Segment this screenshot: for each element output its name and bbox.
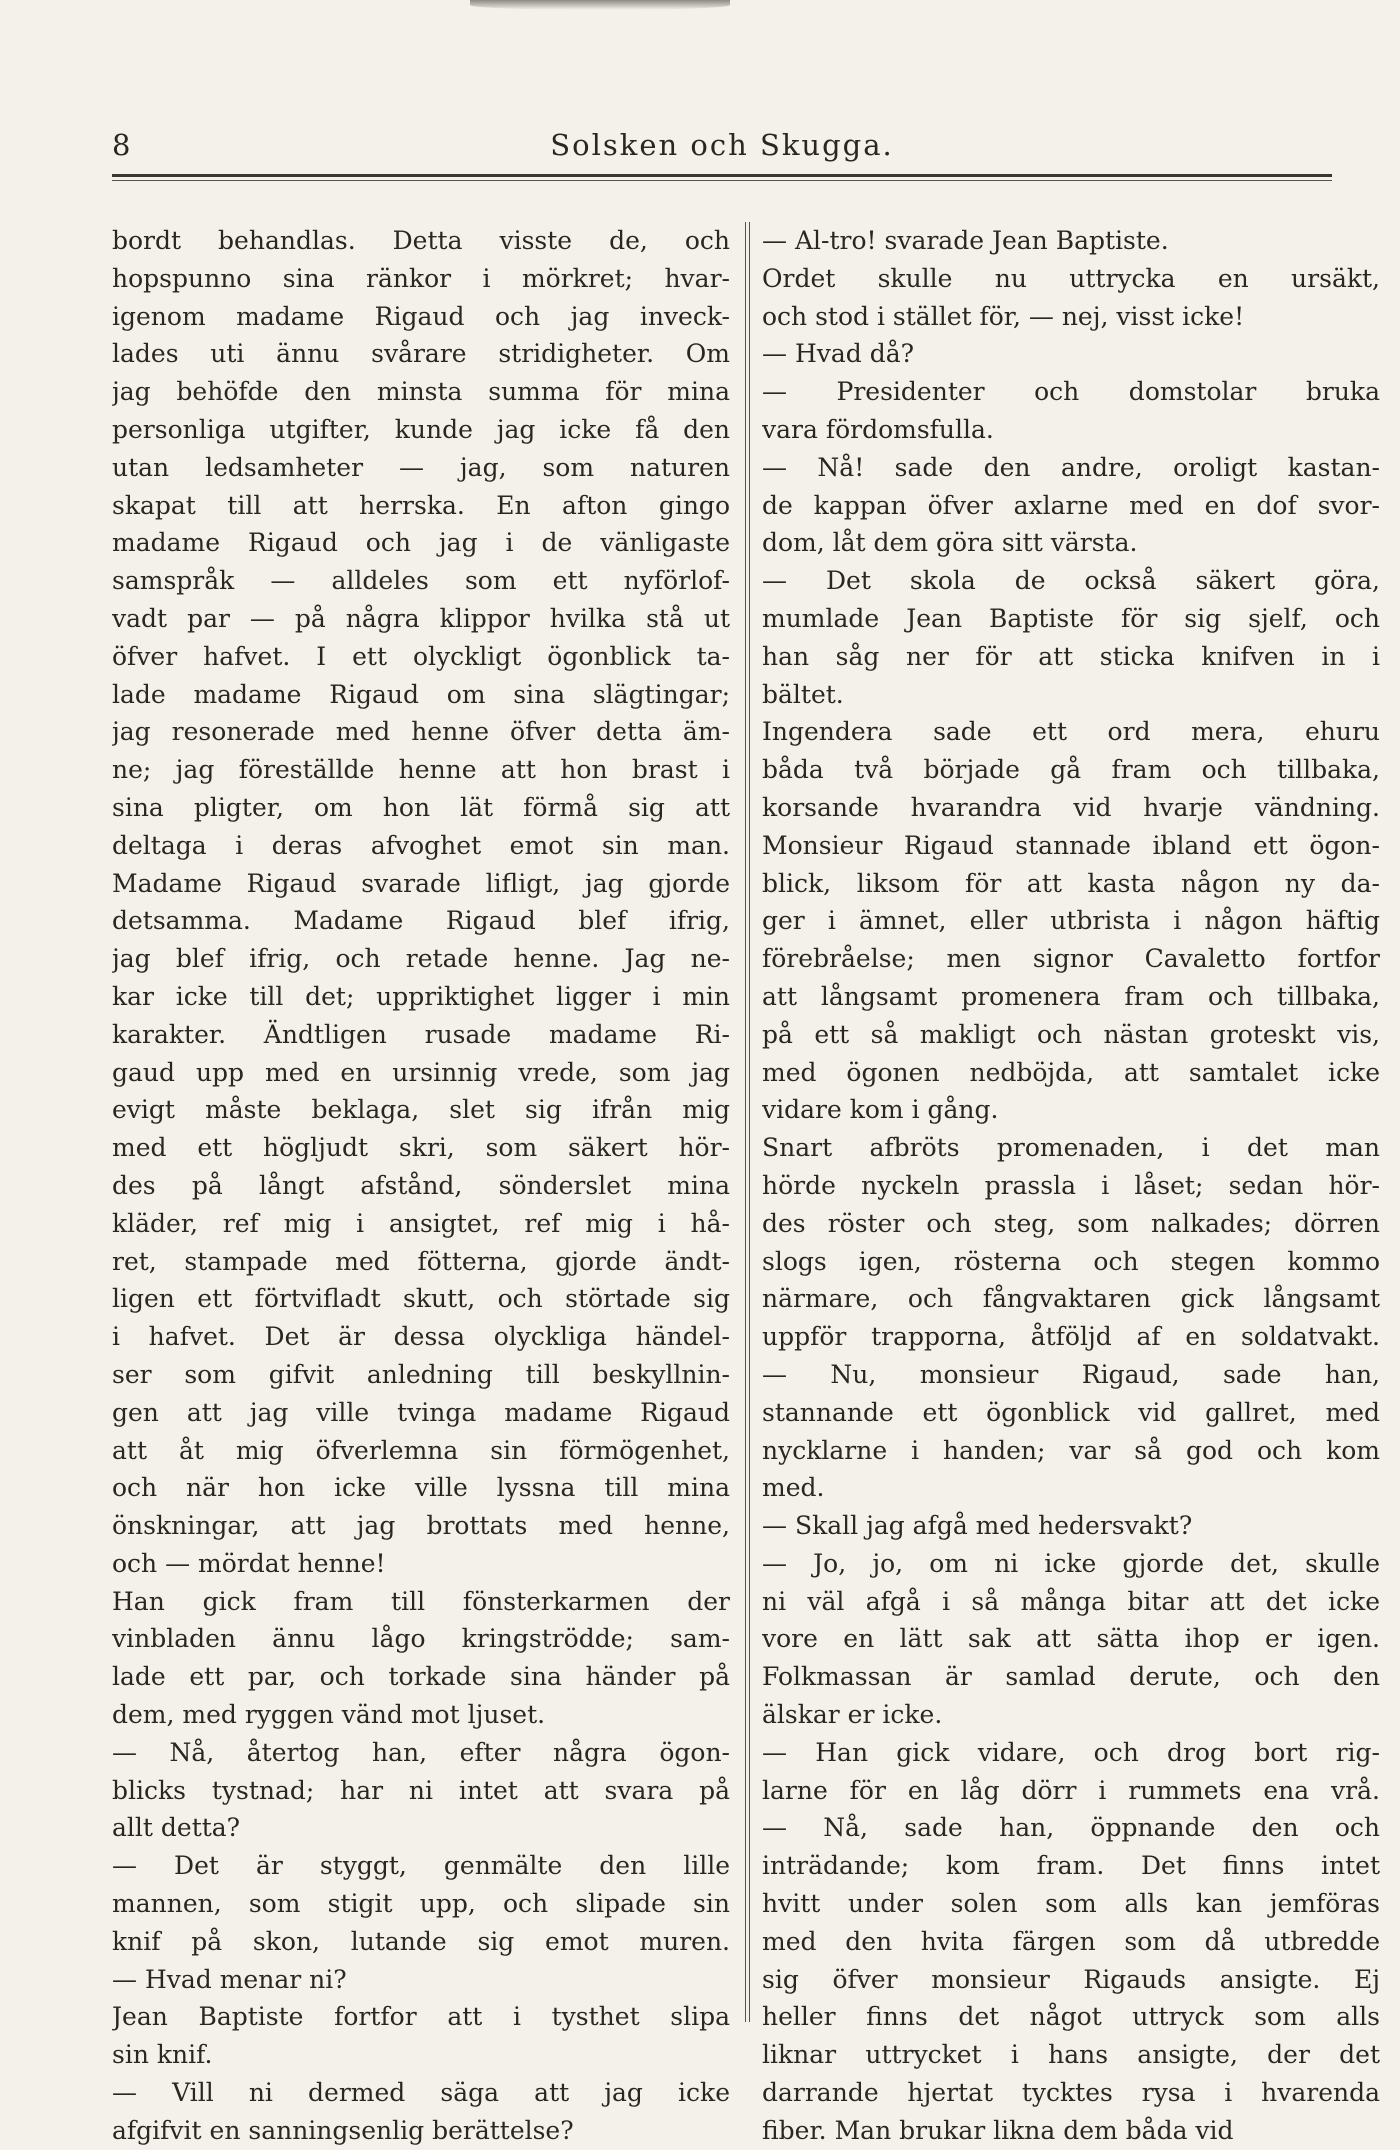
text-line: öfver hafvet. I ett olyckligt ögonblick ta- (112, 641, 730, 671)
text-line: i hafvet. Det är dessa olyckliga händel- (112, 1322, 730, 1352)
text-line: stannande ett ögonblick vid gallret, med (762, 1397, 1380, 1427)
text-line: med ögonen nedböjda, att samtalet icke (762, 1057, 1380, 1087)
text-line: ser som gifvit anledning till beskyllnin- (112, 1359, 730, 1389)
text-line: Ingendera sade ett ord mera, ehuru (762, 717, 1380, 747)
text-line: hvitt under solen som alls kan jemföras (762, 1889, 1380, 1919)
column-divider-second (749, 222, 750, 2022)
text-line: fiber. Man brukar likna dem båda vid (762, 2115, 1234, 2145)
text-line: — Vill ni dermed säga att jag icke (112, 2078, 730, 2108)
text-line: blick, liksom för att kasta någon ny da- (762, 868, 1380, 898)
text-line: — Skall jag afgå med hedersvakt? (762, 1511, 1193, 1541)
text-line: gaud upp med en ursinnig vrede, som jag (112, 1057, 730, 1087)
text-line: samspråk — alldeles som ett nyförlof- (112, 566, 730, 596)
header-rule-thin (112, 180, 1332, 181)
text-line: deltaga i deras afvoghet emot sin man. (112, 830, 730, 860)
text-line: Ordet skulle nu uttrycka en ursäkt, (762, 263, 1380, 293)
text-line: slogs igen, rösterna och stegen kommo (762, 1246, 1380, 1276)
left-column (112, 222, 730, 2150)
text-line: lade ett par, och torkade sina händer på (112, 1662, 730, 1692)
text-line: och — mördat henne! (112, 1548, 386, 1578)
text-line: — Nå, sade han, öppnande den och (762, 1813, 1380, 1843)
text-line: vore en lätt sak att sätta ihop er igen. (762, 1624, 1380, 1654)
text-line: des på långt afstånd, sönderslet mina (112, 1170, 730, 1200)
running-title: Solsken och Skugga. (550, 128, 894, 162)
page-number: 8 (112, 128, 131, 162)
text-line: ligen ett förtvifladt skutt, och störtade sig (112, 1284, 730, 1314)
text-line: personliga utgifter, kunde jag icke få den (112, 414, 730, 444)
text-line: blicks tystnad; har ni intet att svara på (112, 1775, 730, 1805)
text-line: lades uti ännu svårare stridigheter. Om (112, 339, 730, 369)
text-line: vinbladen ännu lågo kringströdde; sam- (112, 1624, 730, 1654)
text-line: ni väl afgå i så många bitar att det icke (762, 1586, 1380, 1616)
text-line: heller finns det något uttryck som alls (762, 2002, 1380, 2032)
text-line: — Det är styggt, genmälte den lille (112, 1851, 730, 1881)
text-line: — Nå, återtog han, efter några ögon- (112, 1737, 730, 1767)
text-line: larne för en låg dörr i rummets ena vrå. (762, 1775, 1380, 1805)
text-line: hörde nyckeln prassla i låset; sedan hör- (762, 1170, 1380, 1200)
page-header (112, 122, 1332, 170)
text-line: och stod i stället för, — nej, visst icke! (762, 301, 1245, 331)
text-line: allt detta? (112, 1813, 241, 1843)
text-line: — Nu, monsieur Rigaud, sade han, (762, 1359, 1380, 1389)
text-line: vara fördomsfulla. (762, 414, 994, 444)
text-line: med ett högljudt skri, som säkert hör- (112, 1133, 730, 1163)
text-line: jag behöfde den minsta summa för mina (112, 377, 730, 407)
text-line: de kappan öfver axlarne med en dof svor- (762, 490, 1380, 520)
right-column (762, 222, 1380, 2150)
text-line: detsamma. Madame Rigaud blef ifrig, (112, 906, 730, 936)
column-divider (745, 222, 746, 2022)
text-line: utan ledsamheter — jag, som naturen (112, 452, 730, 482)
text-line: korsande hvarandra vid hvarje vändning. (762, 792, 1380, 822)
text-line: igenom madame Rigaud och jag inveck- (112, 301, 730, 331)
text-line: des röster och steg, som nalkades; dörren (762, 1208, 1380, 1238)
text-line: på ett så makligt och nästan groteskt vis, (762, 1019, 1380, 1049)
text-line: och när hon icke ville lyssna till mina (112, 1473, 730, 1503)
text-line: kläder, ref mig i ansigtet, ref mig i hå- (112, 1208, 730, 1238)
text-line: knif på skon, lutande sig emot muren. (112, 1926, 730, 1956)
text-line: mannen, som stigit upp, och slipade sin (112, 1889, 730, 1919)
header-rule-thick (112, 174, 1332, 177)
text-line: Monsieur Rigaud stannade ibland ett ögon- (762, 830, 1380, 860)
text-line: älskar er icke. (762, 1700, 943, 1730)
scan-smudge (470, 0, 730, 10)
text-line: — Hvad då? (762, 339, 915, 369)
text-line: bordt behandlas. Detta visste de, och (112, 226, 730, 255)
text-line: dom, låt dem göra sitt värsta. (762, 528, 1138, 558)
text-line: sin knif. (112, 2040, 213, 2070)
text-line: — Presidenter och domstolar bruka (762, 377, 1380, 407)
text-line: karakter. Ändtligen rusade madame Ri- (112, 1019, 730, 1049)
text-line: — Han gick vidare, och drog bort rig- (762, 1737, 1380, 1767)
text-line: ger i ämnet, eller utbrista i någon häftig (762, 906, 1380, 936)
text-line: att långsamt promenera fram och tillbaka, (762, 981, 1380, 1011)
text-line: gen att jag ville tvinga madame Rigaud (112, 1397, 730, 1427)
text-line: dem, med ryggen vänd mot ljuset. (112, 1700, 546, 1730)
text-line: hopspunno sina ränkor i mörkret; hvar- (112, 263, 730, 293)
text-line: nycklarne i handen; var så god och kom (762, 1435, 1380, 1465)
text-line: sig öfver monsieur Rigauds ansigte. Ej (762, 1964, 1380, 1994)
text-line: inträdande; kom fram. Det finns intet (762, 1851, 1380, 1881)
text-line: lade madame Rigaud om sina slägtingar; (112, 679, 730, 709)
text-line: — Hvad menar ni? (112, 1964, 347, 1994)
text-line: Folkmassan är samlad derute, och den (762, 1662, 1380, 1692)
text-line: kar icke till det; uppriktighet ligger i min (112, 981, 730, 1011)
text-line: afgifvit en sanningsenlig berättelse? (112, 2115, 574, 2145)
text-line: liknar uttrycket i hans ansigte, der det (762, 2040, 1380, 2070)
text-line: bältet. (762, 679, 844, 709)
text-line: Snart afbröts promenaden, i det man (762, 1133, 1380, 1163)
text-line: uppför trapporna, åtföljd af en soldatvakt. (762, 1322, 1380, 1352)
text-line: båda två började gå fram och tillbaka, (762, 755, 1380, 785)
text-line: darrande hjertat tycktes rysa i hvarenda (762, 2078, 1380, 2108)
text-line: vadt par — på några klippor hvilka stå ut (112, 603, 730, 633)
text-line: ne; jag föreställde henne att hon brast i (112, 755, 730, 785)
text-line: Madame Rigaud svarade lifligt, jag gjorde (112, 868, 730, 898)
text-line: ret, stampade med fötterna, gjorde ändt- (112, 1246, 730, 1276)
text-line: han såg ner för att sticka knifven in i (762, 641, 1380, 671)
text-line: evigt måste beklaga, slet sig ifrån mig (112, 1095, 730, 1125)
text-line: förebråelse; men signor Cavaletto fortfor (762, 944, 1380, 974)
text-line: Jean Baptiste fortfor att i tysthet slipa (112, 2002, 730, 2032)
text-line: — Al-tro! svarade Jean Baptiste. (762, 226, 1169, 255)
text-line: önskningar, att jag brottats med henne, (112, 1511, 730, 1541)
text-line: madame Rigaud och jag i de vänligaste (112, 528, 730, 558)
text-line: Han gick fram till fönsterkarmen der (112, 1586, 730, 1616)
text-line: — Jo, jo, om ni icke gjorde det, skulle (762, 1548, 1380, 1578)
text-line: — Nå! sade den andre, oroligt kastan- (762, 452, 1380, 482)
text-line: — Det skola de också säkert göra, (762, 566, 1380, 596)
text-line: jag resonerade med henne öfver detta äm- (112, 717, 730, 747)
text-line: vidare kom i gång. (762, 1095, 999, 1125)
text-line: sina pligter, om hon lät förmå sig att (112, 792, 730, 822)
text-line: med den hvita färgen som då utbredde (762, 1926, 1380, 1956)
text-line: med. (762, 1473, 825, 1503)
text-line: mumlade Jean Baptiste för sig sjelf, och (762, 603, 1380, 633)
text-line: skapat till att herrska. En afton gingo (112, 490, 730, 520)
text-line: närmare, och fångvaktaren gick långsamt (762, 1284, 1380, 1314)
text-line: att åt mig öfverlemna sin förmögenhet, (112, 1435, 730, 1465)
text-line: jag blef ifrig, och retade henne. Jag ne- (112, 944, 730, 974)
